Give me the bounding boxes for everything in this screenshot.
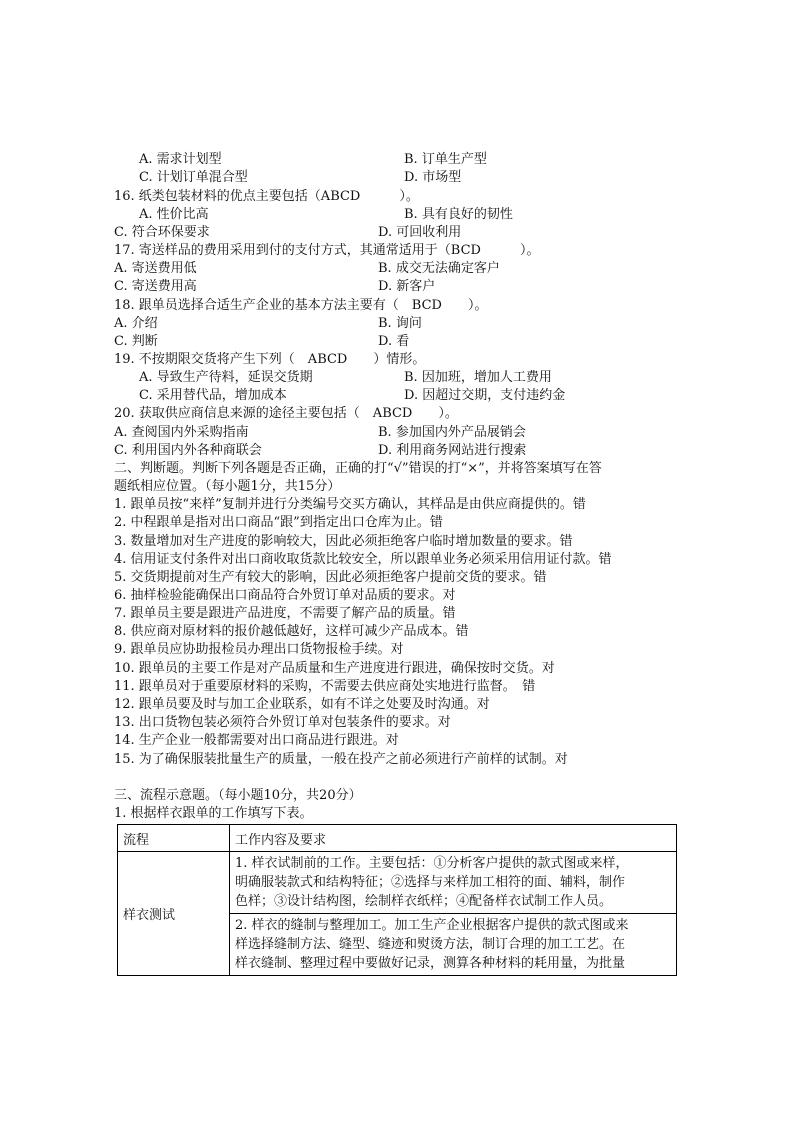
judgement-item-9: 9. 跟单员应协助报检员办理出口货物报检手续。对 [114, 642, 404, 657]
cell1-line-3: 色样；③设计结构图，绘制样衣纸样；④配备样衣试制工作人员。 [235, 894, 613, 909]
judgement-item-4: 4. 信用证支付条件对出口商收取货款比较安全，所以跟单业务必须采用信用证付款。错 [114, 552, 612, 567]
q18-option-c: C. 判断 [114, 334, 158, 349]
q17-stem: 17. 寄送样品的费用采用到付的支付方式，其通常适用于（BCD ）。 [114, 243, 540, 258]
cell1-line-2: 明确服装款式和结构特征；②选择与来样加工相符的面、辅料，制作 [235, 875, 626, 890]
q15-option-b: B. 订单生产型 [404, 152, 487, 167]
q16-option-c: C. 符合环保要求 [114, 225, 210, 240]
q18-option-d: D. 看 [378, 334, 410, 349]
section2-title-line2: 题纸相应位置。（每小题1分，共15分） [114, 479, 341, 494]
judgement-item-2: 2. 中程跟单是指对出口商品“跟”到指定出口仓库为止。错 [114, 515, 443, 530]
q19-option-b: B. 因加班，增加人工费用 [404, 370, 552, 385]
judgement-item-7: 7. 跟单员主要是跟进产品进度，不需要了解产品的质量。错 [114, 606, 456, 621]
q20-option-c: C. 利用国内外各种商联会 [114, 443, 262, 458]
q18-option-b: B. 询问 [378, 316, 422, 331]
q20-option-a: A. 查阅国内外采购指南 [114, 425, 249, 440]
table-cell-step-1 [230, 852, 677, 914]
q15-option-d: D. 市场型 [404, 170, 462, 185]
q19-stem: 19. 不按期限交货将产生下列（ ABCD ）情形。 [114, 352, 426, 367]
section3-question-1: 1. 根据样衣跟单的工作填写下表。 [114, 806, 313, 821]
header-work-content: 工作内容及要求 [230, 825, 677, 852]
q17-option-b: B. 成交无法确定客户 [378, 261, 500, 276]
table-header-row [118, 825, 677, 852]
q16-option-a: A. 性价比高 [139, 207, 209, 222]
judgement-item-13: 13. 出口货物包装必须符合外贸订单对包装条件的要求。对 [114, 715, 451, 730]
stage-sample-testing: 样衣测试 [118, 852, 230, 976]
header-process: 流程 [118, 825, 230, 852]
section2-title-line1: 二、判断题。判断下列各题是否正确，正确的打“√”错误的打“×”，并将答案填写在答 [114, 461, 602, 476]
q18-stem: 18. 跟单员选择合适生产企业的基本方法主要有（ BCD ）。 [114, 298, 488, 313]
table-cell-step-2 [230, 914, 677, 976]
sample-garment-flow-table [117, 824, 677, 976]
judgement-item-8: 8. 供应商对原材料的报价越低越好，这样可减少产品成本。错 [114, 624, 469, 639]
table-row [118, 852, 677, 914]
q20-option-d: D. 利用商务网站进行搜索 [378, 443, 527, 458]
cell2-line-2: 样选择缝制方法、缝型、缝迹和熨烫方法，制订合理的加工工艺。在 [235, 937, 626, 952]
judgement-item-3: 3. 数量增加对生产进度的影响较大，因此必须拒绝客户临时增加数量的要求。错 [114, 534, 573, 549]
q17-option-a: A. 寄送费用低 [114, 261, 197, 276]
cell2-line-3: 样衣缝制、整理过程中要做好记录，测算各种材料的耗用量，为批量 [235, 956, 626, 971]
q20-option-b: B. 参加国内外产品展销会 [378, 425, 526, 440]
judgement-item-15: 15. 为了确保服装批量生产的质量，一般在投产之前必须进行产前样的试制。对 [114, 752, 568, 767]
q15-option-a: A. 需求计划型 [139, 152, 222, 167]
judgement-item-14: 14. 生产企业一般都需要对出口商品进行跟进。对 [114, 733, 399, 748]
q15-option-c: C. 计划订单混合型 [139, 170, 248, 185]
q17-option-d: D. 新客户 [378, 279, 436, 294]
section3-title: 三、流程示意题。（每小题10分，共20分） [114, 788, 362, 803]
q18-option-a: A. 介绍 [114, 316, 158, 331]
cell2-line-1: 2. 样衣的缝制与整理加工。加工生产企业根据客户提供的款式图或来 [235, 918, 629, 933]
q19-option-a: A. 导致生产待料，延误交货期 [139, 370, 313, 385]
q20-stem: 20. 获取供应商信息来源的途径主要包括（ ABCD ）。 [114, 406, 458, 421]
judgement-item-11: 11. 跟单员对于重要原材料的采购，不需要去供应商处实地进行监督。 错 [114, 679, 536, 694]
judgement-item-5: 5. 交货期提前对生产有较大的影响，因此必须拒绝客户提前交货的要求。错 [114, 570, 547, 585]
judgement-item-6: 6. 抽样检验能确保出口商品符合外贸订单对品质的要求。对 [114, 588, 456, 603]
q16-stem: 16. 纸类包装材料的优点主要包括（ABCD ）。 [114, 189, 419, 204]
judgement-item-10: 10. 跟单员的主要工作是对产品质量和生产进度进行跟进，确保按时交货。对 [114, 661, 555, 676]
q19-option-d: D. 因超过交期，支付违约金 [404, 388, 566, 403]
judgement-item-12: 12. 跟单员要及时与加工企业联系，如有不详之处要及时沟通。对 [114, 697, 490, 712]
q19-option-c: C. 采用替代品，增加成本 [139, 388, 287, 403]
q17-option-c: C. 寄送费用高 [114, 279, 197, 294]
q16-option-b: B. 具有良好的韧性 [404, 207, 513, 222]
judgement-item-1: 1. 跟单员按“来样”复制并进行分类编号交买方确认，其样品是由供应商提供的。错 [114, 497, 586, 512]
q16-option-d: D. 可回收利用 [378, 225, 462, 240]
cell1-line-1: 1. 样衣试制前的工作。主要包括：①分析客户提供的款式图或来样， [235, 856, 629, 871]
